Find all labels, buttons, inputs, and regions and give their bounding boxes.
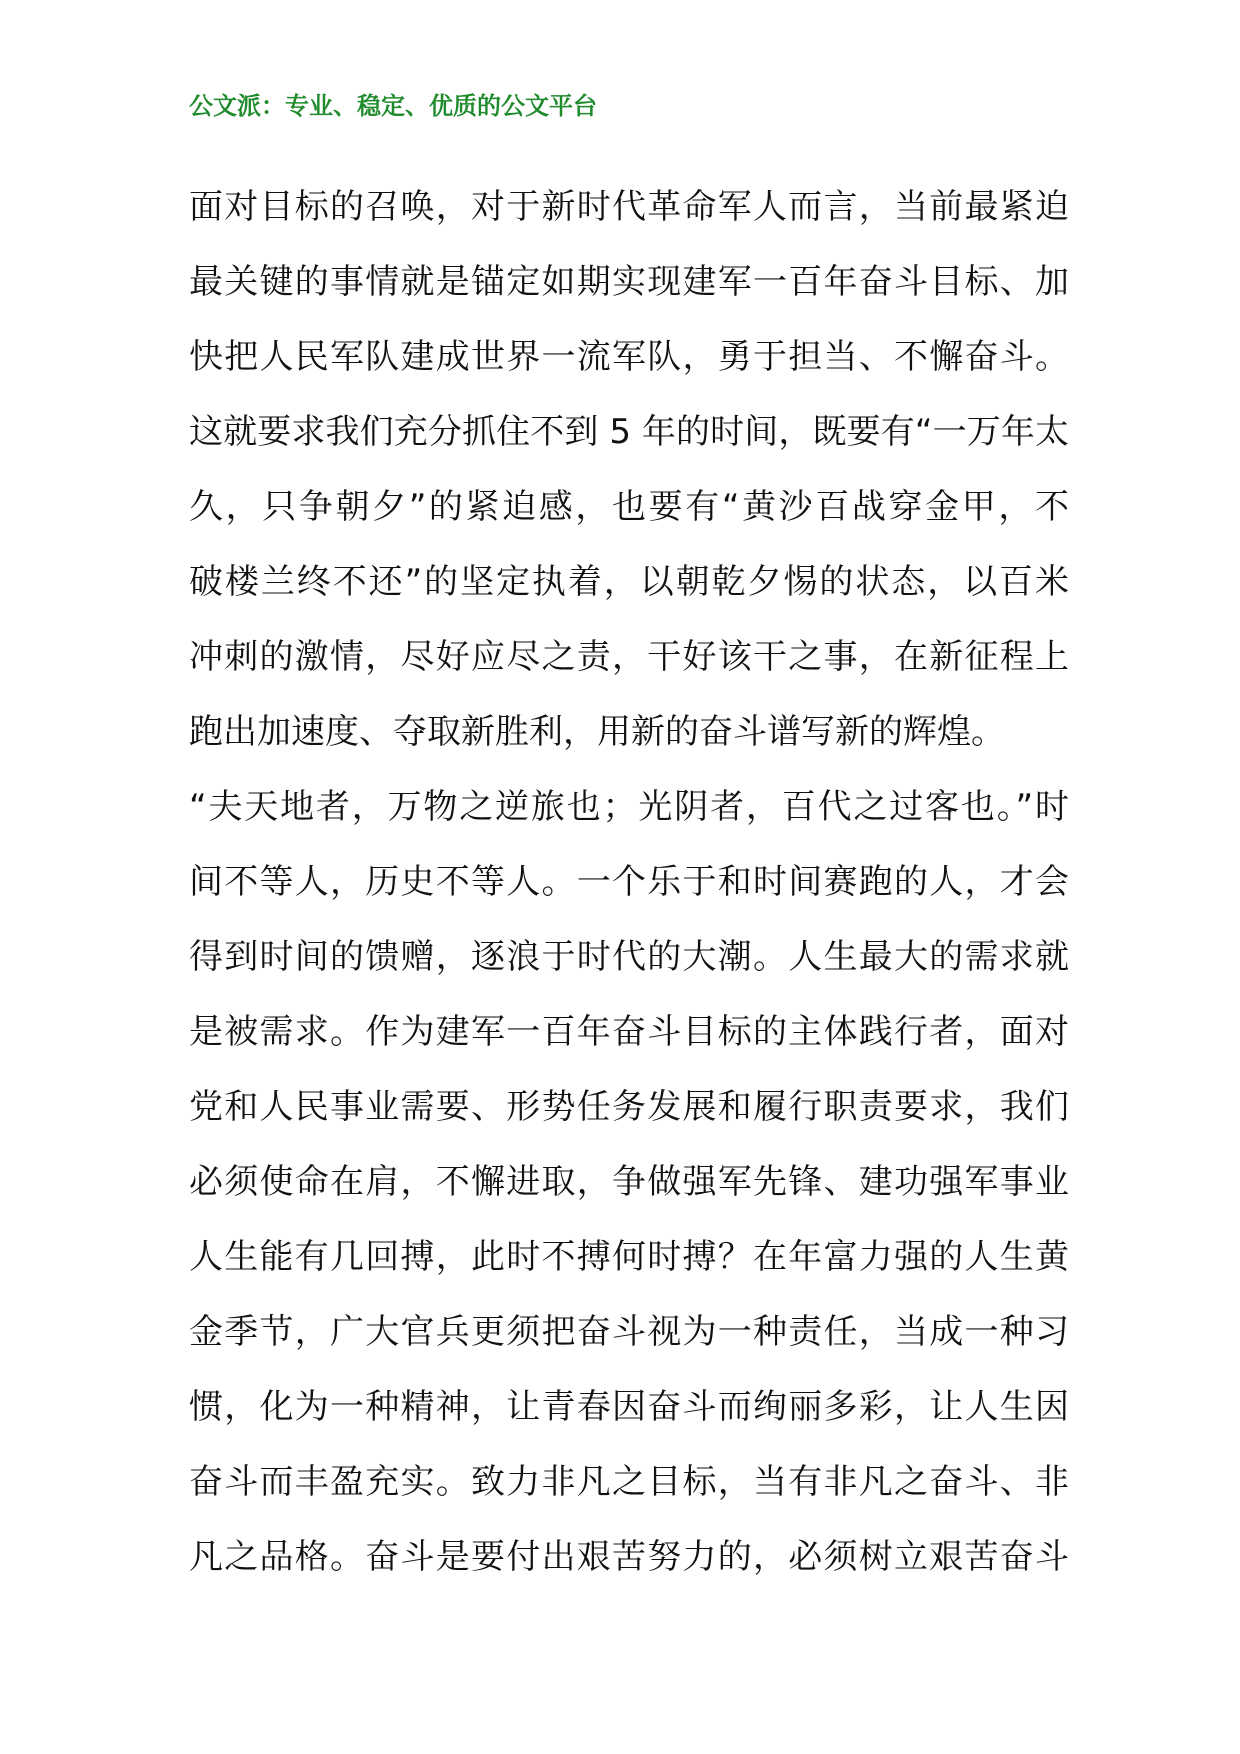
text-line: 是被需求。作为建军一百年奋斗目标的主体践行者，面对: [189, 1012, 1069, 1052]
text-line: 惯，化为一种精神，让青春因奋斗而绚丽多彩，让人生因: [189, 1387, 1069, 1427]
text-line: 最关键的事情就是锚定如期实现建军一百年奋斗目标、加: [189, 262, 1069, 302]
body-text: [189, 170, 1069, 1595]
text-line: 奋斗而丰盈充实。致力非凡之目标，当有非凡之奋斗、非: [189, 1462, 1069, 1502]
text-line: 面对目标的召唤，对于新时代革命军人而言，当前最紧迫: [189, 187, 1069, 227]
text-line: 久，只争朝夕”的紧迫感，也要有“黄沙百战穿金甲，不: [189, 487, 1069, 527]
text-line: 党和人民事业需要、形势任务发展和履行职责要求，我们: [189, 1087, 1069, 1127]
text-line: 必须使命在肩，不懈进取，争做强军先锋、建功强军事业: [189, 1162, 1069, 1202]
text-line: 得到时间的馈赠，逐浪于时代的大潮。人生最大的需求就: [189, 937, 1069, 977]
text-line: 跑出加速度、夺取新胜利，用新的奋斗谱写新的辉煌。: [189, 712, 1005, 752]
text-line: 凡之品格。奋斗是要付出艰苦努力的，必须树立艰苦奋斗: [189, 1537, 1069, 1577]
text-line: 人生能有几回搏，此时不搏何时搏？在年富力强的人生黄: [189, 1237, 1069, 1277]
text-line: 金季节，广大官兵更须把奋斗视为一种责任，当成一种习: [189, 1312, 1069, 1352]
text-line: 冲刺的激情，尽好应尽之责，干好该干之事，在新征程上: [189, 637, 1069, 677]
header-title: 公文派：专业、稳定、优质的公文平台: [189, 91, 597, 120]
text-line: 间不等人，历史不等人。一个乐于和时间赛跑的人，才会: [189, 862, 1069, 902]
text-line: “夫天地者，万物之逆旅也；光阴者，百代之过客也。”时: [189, 787, 1069, 827]
text-line: 快把人民军队建成世界一流军队，勇于担当、不懈奋斗。: [189, 337, 1069, 377]
text-line: 这就要求我们充分抓住不到 5 年的时间，既要有“一万年太: [189, 412, 1069, 452]
text-line: 破楼兰终不还”的坚定执着，以朝乾夕惕的状态，以百米: [189, 562, 1069, 602]
paragraph-1: [189, 170, 1069, 770]
paragraph-2: [189, 770, 1069, 1595]
